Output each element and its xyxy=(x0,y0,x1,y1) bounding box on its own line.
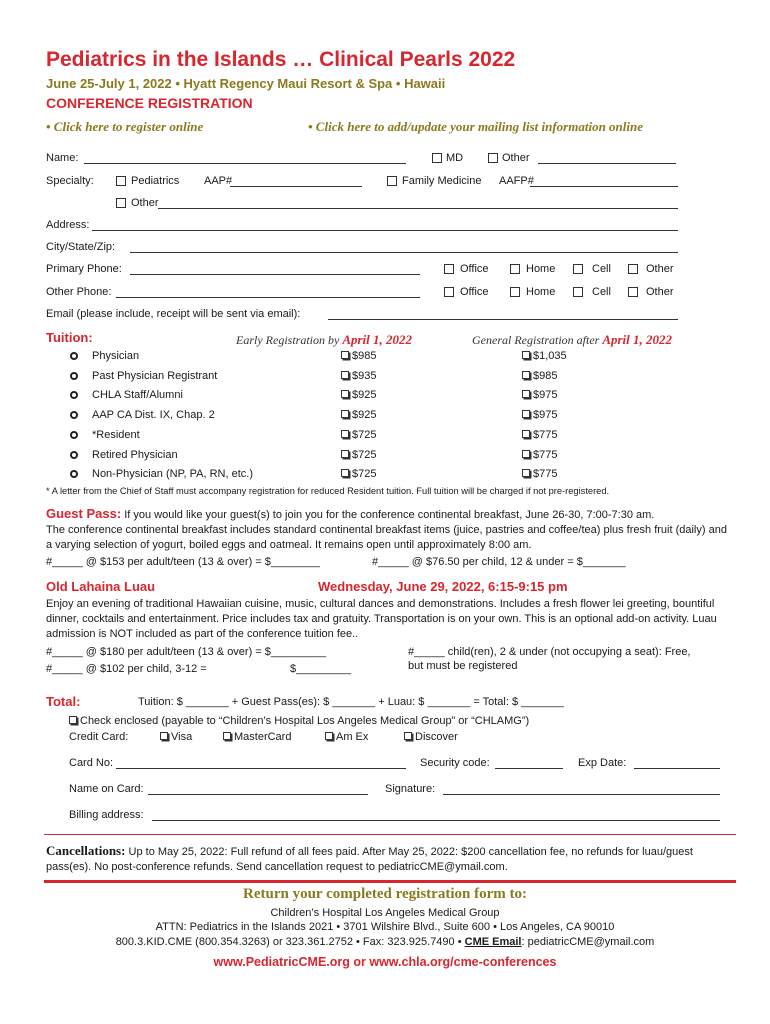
general-price[interactable] xyxy=(522,350,567,362)
general-price-value: $775 xyxy=(533,449,558,461)
early-price-checkbox[interactable] xyxy=(341,410,349,418)
general-price-value: $985 xyxy=(533,370,558,382)
mailing-list-link[interactable]: • Click here to add/update your mailing list information online xyxy=(308,119,644,134)
early-price-value: $725 xyxy=(352,429,377,441)
general-price[interactable] xyxy=(522,468,557,480)
tuition-type: Retired Physician xyxy=(92,449,178,461)
city-field[interactable] xyxy=(130,252,678,253)
early-price-checkbox[interactable] xyxy=(341,371,349,379)
billing-address-label: Billing address: xyxy=(69,809,144,821)
divider xyxy=(44,834,736,835)
primary-cell-checkbox[interactable] xyxy=(573,264,583,274)
guest-adult-line[interactable]: #_____ @ $153 per adult/teen (13 & over) = $________ xyxy=(46,556,320,568)
divider xyxy=(44,880,736,883)
event-subtitle: June 25-July 1, 2022 • Hyatt Regency Maui Resort & Spa • Hawaii xyxy=(46,76,446,91)
tuition-heading: Tuition: xyxy=(46,330,93,345)
aafp-label: AAFP# xyxy=(499,175,534,187)
specialty-other-checkbox[interactable] xyxy=(116,198,126,208)
early-price-value: $935 xyxy=(352,370,377,382)
primary-other-label: Other xyxy=(646,263,674,275)
guest-pass-heading: Guest Pass: xyxy=(46,506,122,521)
primary-home-label: Home xyxy=(526,263,556,275)
general-price[interactable] xyxy=(522,449,557,461)
early-price-checkbox[interactable] xyxy=(341,450,349,458)
general-price-checkbox[interactable] xyxy=(522,430,530,438)
mastercard-checkbox[interactable] xyxy=(223,732,231,740)
register-online-link[interactable]: • Click here to register online xyxy=(46,119,204,134)
other-office-label: Office xyxy=(460,286,489,298)
early-price-checkbox[interactable] xyxy=(341,430,349,438)
cancellation-policy xyxy=(46,843,736,875)
other-checkbox[interactable] xyxy=(488,153,498,163)
other-office-checkbox[interactable] xyxy=(444,287,454,297)
general-price-value: $775 xyxy=(533,429,558,441)
luau-adult-line[interactable]: #_____ @ $180 per adult/teen (13 & over) = $_________ xyxy=(46,646,326,658)
tuition-radio[interactable] xyxy=(70,451,78,459)
security-code-field[interactable] xyxy=(495,768,563,769)
early-price-value: $925 xyxy=(352,389,377,401)
signature-field[interactable] xyxy=(443,794,720,795)
other-label: Other xyxy=(502,152,530,164)
guest-pass-intro-line xyxy=(46,506,736,523)
luau-infant-note: but must be registered xyxy=(408,660,518,672)
specialty-label: Specialty: xyxy=(46,175,94,187)
early-registration-header xyxy=(236,332,412,348)
luau-child-line[interactable]: #_____ @ $102 per child, 3-12 = xyxy=(46,663,207,675)
aap-label: AAP# xyxy=(204,175,233,187)
page-title: Pediatrics in the Islands … Clinical Pearls 2022 xyxy=(46,48,516,71)
discover-label: Discover xyxy=(415,731,458,743)
tuition-footnote: * A letter from the Chief of Staff must accompany registration for reduced Resident tuition. Full tuition will be charged if not pre-registered. xyxy=(46,486,610,496)
general-price[interactable] xyxy=(522,429,557,441)
general-price-checkbox[interactable] xyxy=(522,450,530,458)
email-label: Email (please include, receipt will be sent via email): xyxy=(46,308,301,320)
tuition-type: Physician xyxy=(92,350,140,362)
aap-field[interactable] xyxy=(230,186,362,187)
general-price-checkbox[interactable] xyxy=(522,371,530,379)
other-field[interactable] xyxy=(538,163,676,164)
tuition-type: Past Physician Registrant xyxy=(92,370,218,382)
primary-office-checkbox[interactable] xyxy=(444,264,454,274)
early-price-value: $985 xyxy=(352,350,377,362)
luau-date: Wednesday, June 29, 2022, 6:15-9:15 pm xyxy=(318,579,568,594)
general-price-value: $775 xyxy=(533,468,558,480)
name-label: Name: xyxy=(46,152,79,164)
total-heading: Total: xyxy=(46,694,81,709)
luau-infant-line[interactable]: #_____ child(ren), 2 & under (not occupying a seat): Free, xyxy=(408,646,691,658)
mastercard-label: MasterCard xyxy=(234,731,292,743)
pediatrics-label: Pediatrics xyxy=(131,175,180,187)
md-checkbox[interactable] xyxy=(432,153,442,163)
tuition-type: *Resident xyxy=(92,429,140,441)
city-label: City/State/Zip: xyxy=(46,241,116,253)
early-price[interactable] xyxy=(341,409,376,421)
early-price-value: $925 xyxy=(352,409,377,421)
amex-checkbox[interactable] xyxy=(325,732,333,740)
tuition-radio[interactable] xyxy=(70,411,78,419)
general-price[interactable] xyxy=(522,370,557,382)
general-price[interactable] xyxy=(522,409,557,421)
early-date: April 1, 2022 xyxy=(342,332,413,347)
primary-home-checkbox[interactable] xyxy=(510,264,520,274)
other-cell-checkbox[interactable] xyxy=(573,287,583,297)
luau-heading: Old Lahaina Luau xyxy=(46,579,156,594)
return-contact xyxy=(0,936,770,948)
aafp-field[interactable] xyxy=(530,186,678,187)
general-price-value: $975 xyxy=(533,389,558,401)
card-no-label: Card No: xyxy=(69,757,114,769)
tuition-radio[interactable] xyxy=(70,431,78,439)
general-price-value: $975 xyxy=(533,409,558,421)
tuition-radio[interactable] xyxy=(70,372,78,380)
primary-cell-label: Cell xyxy=(592,263,611,275)
primary-phone-label: Primary Phone: xyxy=(46,263,122,275)
early-price-checkbox[interactable] xyxy=(341,469,349,477)
billing-address-field[interactable] xyxy=(152,820,720,821)
check-enclosed[interactable] xyxy=(69,715,529,727)
tuition-type: AAP CA Dist. IX, Chap. 2 xyxy=(92,409,215,421)
tuition-type: Non-Physician (NP, PA, RN, etc.) xyxy=(92,468,253,480)
luau-body: Enjoy an evening of traditional Hawaiian cuisine, music, cultural dances and demonstrations. Includes a fresh flower lei greeting, bountiful dinner, cocktails and entertainment. Price includes tax and gratuity. Transportation is on your own. This is an optional add-on activity. Luau admission is NOT included as part of the conference tuition fee.. xyxy=(46,598,717,640)
tuition-radio[interactable] xyxy=(70,470,78,478)
tuition-radio[interactable] xyxy=(70,352,78,360)
general-price-checkbox[interactable] xyxy=(522,469,530,477)
name-on-card-field[interactable] xyxy=(148,794,368,795)
general-price[interactable] xyxy=(522,389,557,401)
cancellation-text: Up to May 25, 2022: Full refund of all fees paid. After May 25, 2022: $200 cancellation fee, no refunds for luau/guest pass(es). No post-conference refunds. Send cancellation request to pediatricCME@ymail.com. xyxy=(46,846,693,873)
early-price[interactable] xyxy=(341,370,376,382)
guest-pass-body: The conference continental breakfast includes standard continental breakfast items (juice, pastries and coffee/tea) plus fresh fruit (daily) and a varying selection of yogurt, boiled eggs and oatmeal. It remains open until approximately 8:00 am. xyxy=(46,524,727,551)
general-price-checkbox[interactable] xyxy=(522,410,530,418)
return-address: ATTN: Pediatrics in the Islands 2021 • 3701 Wilshire Blvd., Suite 600 • Los Angeles, CA 90010 xyxy=(155,921,615,933)
early-price-checkbox[interactable] xyxy=(341,390,349,398)
discover-option[interactable] xyxy=(404,731,458,743)
return-org: Children’s Hospital Los Angeles Medical Group xyxy=(270,907,500,919)
section-heading: CONFERENCE REGISTRATION xyxy=(46,95,253,111)
guest-pass-intro: If you would like your guest(s) to join you for the conference continental breakfast, June 26-30, 7:00-7:30 am. xyxy=(124,509,655,521)
md-label: MD xyxy=(446,152,464,164)
general-label: General Registration after xyxy=(472,333,600,347)
other-phone-label: Other Phone: xyxy=(46,286,112,298)
mastercard-option[interactable] xyxy=(223,731,291,743)
total-line[interactable]: Tuition: $ _______ + Guest Pass(es): $ _______ + Luau: $ _______ = Total: $ _______ xyxy=(138,696,564,708)
cme-email-label: CME Email xyxy=(464,936,522,948)
other-cell-label: Cell xyxy=(592,286,611,298)
visa-option[interactable] xyxy=(160,731,192,743)
family-medicine-checkbox[interactable] xyxy=(387,176,397,186)
primary-other-checkbox[interactable] xyxy=(628,264,638,274)
website-link[interactable]: www.PediatricCME.org or www.chla.org/cme-conferences xyxy=(213,955,557,969)
other-other-checkbox[interactable] xyxy=(628,287,638,297)
early-label: Early Registration by xyxy=(236,333,340,347)
amex-label: Am Ex xyxy=(336,731,369,743)
general-registration-header xyxy=(472,332,672,348)
other-other-label: Other xyxy=(646,286,674,298)
tuition-type: CHLA Staff/Alumni xyxy=(92,389,183,401)
early-price[interactable] xyxy=(341,389,376,401)
contact-phones: 800.3.KID.CME (800.354.3263) or 323.361.2752 • Fax: 323.925.7490 • xyxy=(115,936,462,948)
pediatrics-checkbox[interactable] xyxy=(116,176,126,186)
other-home-label: Home xyxy=(526,286,556,298)
check-enclosed-label: Check enclosed (payable to “Children’s Hospital Los Angeles Medical Group” or “CHLAMG”) xyxy=(80,715,530,727)
tuition-radio[interactable] xyxy=(70,391,78,399)
exp-date-field[interactable] xyxy=(634,768,720,769)
general-price-checkbox[interactable] xyxy=(522,351,530,359)
early-price[interactable] xyxy=(341,350,376,362)
signature-label: Signature: xyxy=(385,783,436,795)
email-field[interactable] xyxy=(328,319,678,320)
early-price-checkbox[interactable] xyxy=(341,351,349,359)
name-on-card-label: Name on Card: xyxy=(69,783,144,795)
general-date: April 1, 2022 xyxy=(602,332,673,347)
address-field[interactable] xyxy=(92,230,678,231)
cme-email[interactable]: : pediatricCME@ymail.com xyxy=(521,936,655,948)
specialty-other-field[interactable] xyxy=(158,208,678,209)
discover-checkbox[interactable] xyxy=(404,732,412,740)
name-field[interactable] xyxy=(84,163,406,164)
general-price-value: $1,035 xyxy=(533,350,567,362)
other-home-checkbox[interactable] xyxy=(510,287,520,297)
visa-checkbox[interactable] xyxy=(160,732,168,740)
card-no-field[interactable] xyxy=(116,768,406,769)
early-price[interactable] xyxy=(341,429,376,441)
primary-phone-field[interactable] xyxy=(130,274,420,275)
security-code-label: Security code: xyxy=(420,757,490,769)
address-label: Address: xyxy=(46,219,90,231)
credit-card-label: Credit Card: xyxy=(69,731,129,743)
early-price-value: $725 xyxy=(352,468,377,480)
cancellation-heading: Cancellations: xyxy=(46,843,126,858)
early-price[interactable] xyxy=(341,449,376,461)
general-price-checkbox[interactable] xyxy=(522,390,530,398)
check-enclosed-checkbox[interactable] xyxy=(69,716,77,724)
primary-office-label: Office xyxy=(460,263,489,275)
guest-child-line[interactable]: #_____ @ $76.50 per child, 12 & under = $_______ xyxy=(372,556,626,568)
specialty-other-label: Other xyxy=(131,197,159,209)
early-price-value: $725 xyxy=(352,449,377,461)
exp-date-label: Exp Date: xyxy=(578,757,627,769)
return-heading: Return your completed registration form to: xyxy=(243,886,527,902)
family-medicine-label: Family Medicine xyxy=(402,175,482,187)
amex-option[interactable] xyxy=(325,731,368,743)
luau-child-amount[interactable]: $_________ xyxy=(290,663,352,675)
other-phone-field[interactable] xyxy=(116,297,420,298)
early-price[interactable] xyxy=(341,468,376,480)
visa-label: Visa xyxy=(171,731,193,743)
